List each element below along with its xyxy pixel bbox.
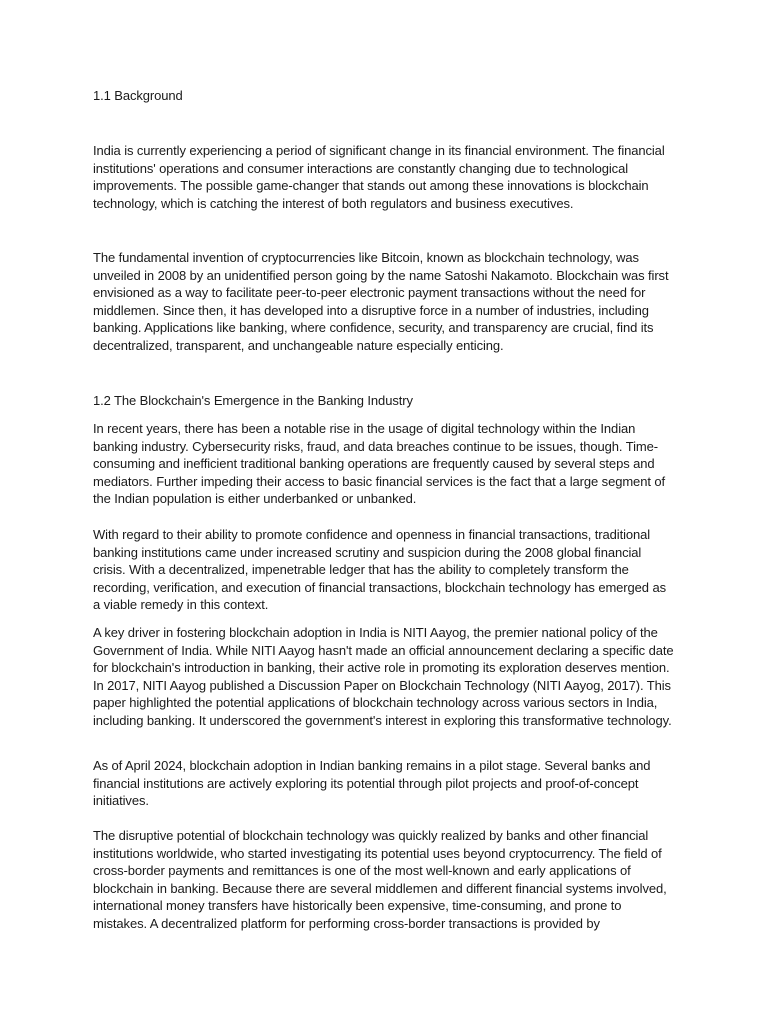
section-heading-background: 1.1 Background: [93, 88, 183, 103]
paragraph: The disruptive potential of blockchain technology was quickly realized by banks and other financial institutions worldwide, who started investigating its potential uses beyond cryptocurrency. The field of cross-border payments and remittances is one of the most well-known and early applications of blockchain in banking. Because there are several middlemen and different financial systems involved, international money transfers have historically been expensive, time-consuming, and prone to mistakes. A decentralized platform for performing cross-border transactions is provided by: [93, 828, 667, 931]
paragraph: In recent years, there has been a notable rise in the usage of digital technology within the Indian banking industry. Cybersecurity risks, fraud, and data breaches continue to be issues, though. Time-consuming and inefficient traditional banking operations are frequently caused by several steps and mediators. Further impeding their access to basic financial services is the fact that a large segment of the Indian population is either underbanked or unbanked.: [93, 421, 665, 507]
paragraph: With regard to their ability to promote confidence and openness in financial transactions, traditional banking institutions came under increased scrutiny and suspicion during the 2008 global financial crisis. With a decentralized, impenetrable ledger that has the ability to completely transform the recording, verification, and execution of financial transactions, blockchain technology has emerged as a viable remedy in this context.: [93, 527, 666, 613]
paragraph: A key driver in fostering blockchain adoption in India is NITI Aayog, the premier national policy of the Government of India. While NITI Aayog hasn't made an official announcement declaring a specific date for blockchain's introduction in banking, their active role in promoting its exploration deserves mention. In 2017, NITI Aayog published a Discussion Paper on Blockchain Technology (NITI Aayog, 2017). This paper highlighted the potential applications of blockchain technology across various sectors in India, including banking. It underscored the government's interest in exploring this transformative technology.: [93, 625, 674, 728]
paragraph: As of April 2024, blockchain adoption in Indian banking remains in a pilot stage. Several banks and financial institutions are actively exploring its potential through pilot projects and proof-of-concept initiatives.: [93, 758, 651, 809]
paragraph: The fundamental invention of cryptocurrencies like Bitcoin, known as blockchain technology, was unveiled in 2008 by an unidentified person going by the name Satoshi Nakamoto. Blockchain was first envisioned as a way to facilitate peer-to-peer electronic payment transactions without the need for middlemen. Since then, it has developed into a disruptive force in a number of industries, including banking. Applications like banking, where confidence, security, and transparency are crucial, find its decentralized, transparent, and unchangeable nature especially enticing.: [93, 250, 669, 353]
paragraph: India is currently experiencing a period of significant change in its financial environment. The financial institutions' operations and consumer interactions are constantly changing due to technological improvements. The possible game-changer that stands out among these innovations is blockchain technology, which is catching the interest of both regulators and business executives.: [93, 143, 665, 211]
section-heading-blockchain-emergence: 1.2 The Blockchain's Emergence in the Banking Industry: [93, 393, 413, 408]
